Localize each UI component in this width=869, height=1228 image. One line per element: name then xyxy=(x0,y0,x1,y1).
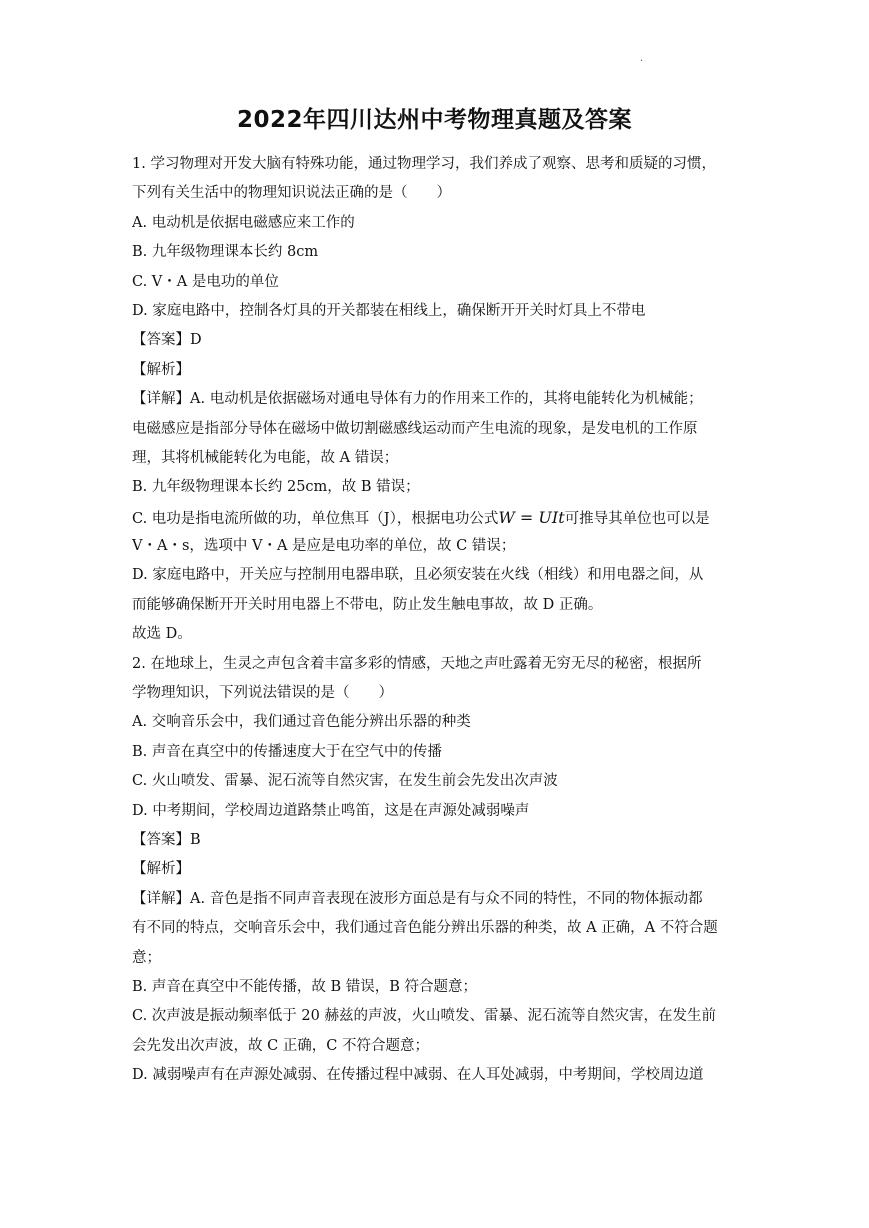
text-line: 会先发出次声波，故 C 正确，C 不符合题意； xyxy=(132,1037,430,1054)
text-line: C. 火山喷发、雷暴、泥石流等自然灾害，在发生前会先发出次声波 xyxy=(132,773,558,790)
text-line xyxy=(132,503,744,532)
electric-work-formula: W = UIt xyxy=(498,507,565,527)
text-line: D. 家庭电路中，开关应与控制用电器串联，且必须安装在火线（相线）和用电器之间，从 xyxy=(132,567,704,584)
text-line: V・A・s，选项中 V・A 是应是电功率的单位，故 C 错误； xyxy=(132,538,516,555)
text-line: 下列有关生活中的物理知识说法正确的是（ ） xyxy=(132,185,451,202)
text-line: D. 家庭电路中，控制各灯具的开关都装在相线上，确保断开开关时灯具上不带电 xyxy=(132,302,646,319)
text-line: 1. 学习物理对开发大脑有特殊功能，通过物理学习，我们养成了观察、思考和质疑的习惯， xyxy=(132,156,716,172)
text-line: C. V・A 是电功的单位 xyxy=(132,273,279,290)
text-line: 2. 在地球上，生灵之声包含着丰富多彩的情感，天地之声吐露着无穷无尽的秘密，根据所 xyxy=(132,655,702,672)
text-line: 而能够确保断开开关时用电器上不带电，防止发生触电事故，故 D 正确。 xyxy=(132,596,603,613)
page-title: 2022年四川达州中考物理真题及答案 xyxy=(236,107,632,133)
formula-line-after: 可推导其单位也可以是 xyxy=(564,510,710,527)
text-line: D. 减弱噪声有在声源处减弱、在传播过程中减弱、在人耳处减弱，中考期间，学校周边道 xyxy=(132,1067,704,1084)
text-line: B. 九年级物理课本长约 25cm，故 B 错误； xyxy=(132,479,420,496)
text-line: A. 电动机是依据电磁感应来工作的 xyxy=(132,214,355,231)
text-line: 电磁感应是指部分导体在磁场中做切割磁感线运动而产生电流的现象，是发电机的工作原 xyxy=(132,420,698,437)
text-line: 【解析】 xyxy=(132,361,190,378)
text-line: A. 交响音乐会中，我们通过音色能分辨出乐器的种类 xyxy=(132,714,471,731)
text-line: 【详解】A. 电动机是依据磁场对通电导体有力的作用来工作的，其将电能转化为机械能； xyxy=(132,391,703,408)
text-line: 【详解】A. 音色是指不同声音表现在波形方面总是有与众不同的特性，不同的物体振动都 xyxy=(132,890,703,907)
text-line: 学物理知识，下列说法错误的是（ ） xyxy=(132,685,393,702)
text-line: B. 声音在真空中不能传播，故 B 错误，B 符合题意； xyxy=(132,978,478,995)
text-line: 【答案】B xyxy=(132,831,201,848)
text-line: D. 中考期间，学校周边道路禁止鸣笛，这是在声源处减弱噪声 xyxy=(132,802,530,819)
document-body xyxy=(132,150,744,1091)
formula-line-before: C. 电功是指电流所做的功，单位焦耳（J），根据电功公式 xyxy=(132,510,499,527)
text-line: 有不同的特点，交响音乐会中，我们通过音色能分辨出乐器的种类，故 A 正确，A 不符合题 xyxy=(132,920,718,937)
text-line: 【答案】D xyxy=(132,332,202,349)
text-line: B. 声音在真空中的传播速度大于在空气中的传播 xyxy=(132,743,442,760)
text-line: C. 次声波是振动频率低于 20 赫兹的声波，火山喷发、雷暴、泥石流等自然灾害，在发生前 xyxy=(132,1008,716,1025)
text-line: 意； xyxy=(132,949,161,966)
header-mark: . xyxy=(640,53,644,64)
text-line: 理，其将机械能转化为电能，故 A 错误； xyxy=(132,449,399,466)
text-line: 故选 D。 xyxy=(132,626,192,643)
text-line: 【解析】 xyxy=(132,861,190,878)
text-line: B. 九年级物理课本长约 8cm xyxy=(132,244,319,261)
